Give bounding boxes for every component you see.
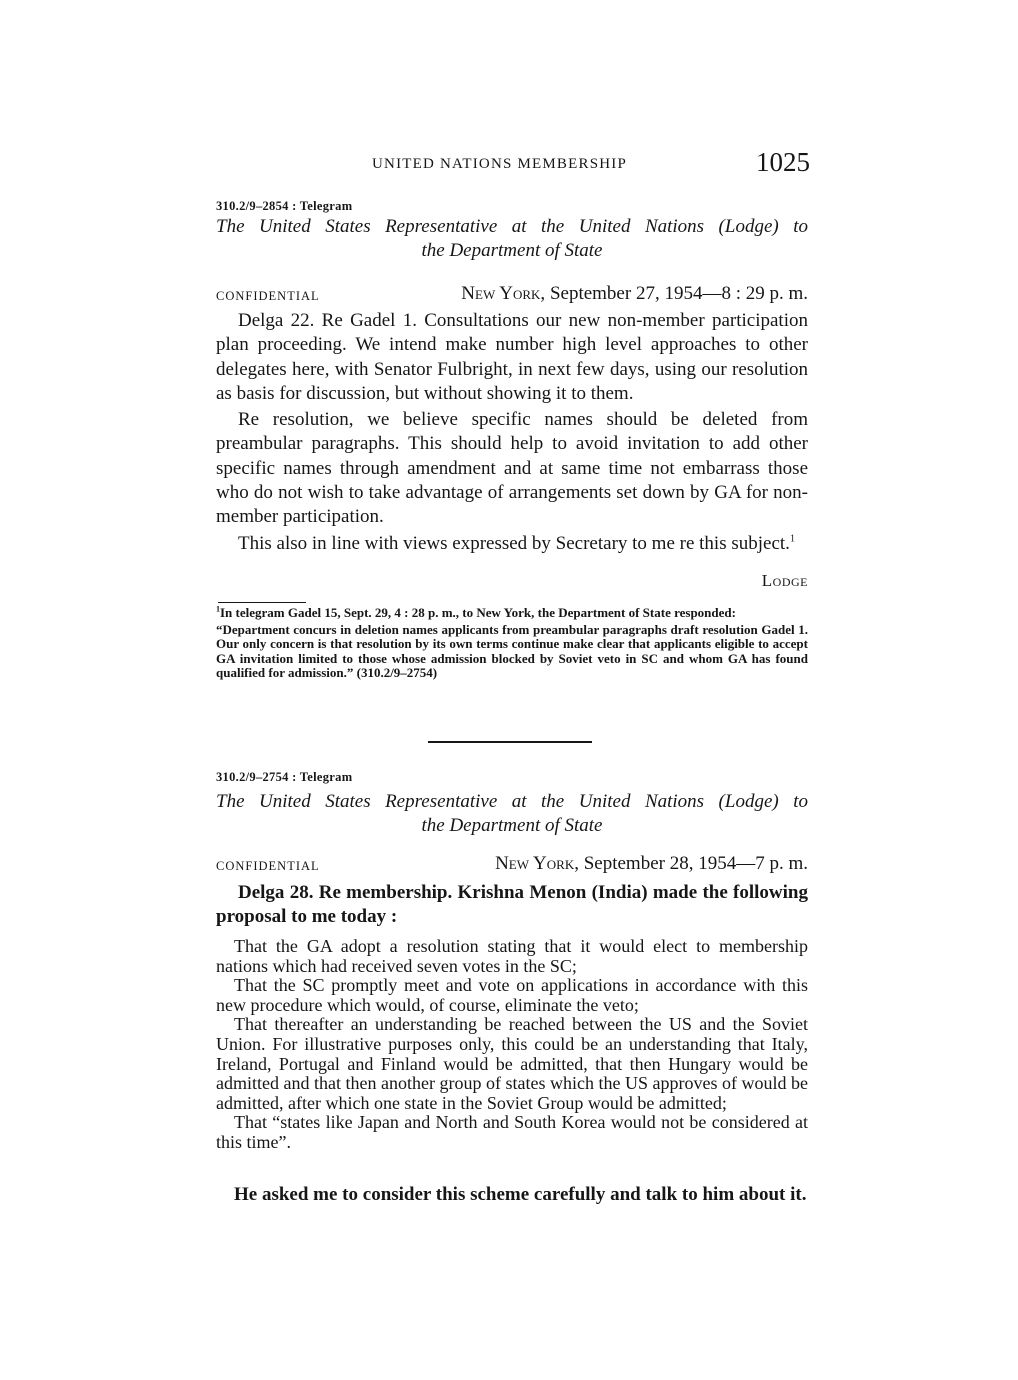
- footnote-text: [216, 606, 808, 620]
- proposal-item: That the GA adopt a resolution stating that it would elect to membership nations which had received seven votes in the SC;: [216, 936, 808, 976]
- telegram-2-classification: CONFIDENTIAL: [216, 859, 320, 873]
- footnote-reference[interactable]: 1: [789, 533, 795, 545]
- telegram-1-paragraph: Re resolution, we believe specific names should be deleted from preambular paragraphs. This should help to avoid invitation to add other specific names through amendment and at same time not embarrass those who do not wish to take advantage of arrangements set down by GA for non-member participation.: [216, 409, 808, 528]
- telegram-1-last-paragraph-text: This also in line with views expressed by Secretary to me re this subject.: [238, 532, 790, 554]
- telegram-1-dateline-place: New York,: [461, 283, 546, 304]
- telegram-2-intro-text: Delga 28. Re membership. Krishna Menon (India) made the following proposal to me today :: [216, 882, 808, 927]
- telegram-2-dateline-place: New York,: [495, 853, 579, 874]
- footnote: [216, 606, 808, 680]
- footnote-divider: [218, 602, 306, 603]
- telegram-2-closing-text: He asked me to consider this scheme carefully and talk to him about it.: [234, 1184, 807, 1205]
- telegram-2-heading-line1: The United States Representative at the United Nations (Lodge) to: [216, 791, 808, 812]
- footnote-intro: In telegram Gadel 15, Sept. 29, 4 : 28 p. m., to New York, the Department of State responded:: [220, 605, 736, 620]
- telegram-2-heading-line2: the Department of State: [421, 815, 603, 836]
- telegram-1-signature: Lodge: [761, 571, 808, 590]
- proposal-item: That “states like Japan and North and South Korea would not be considered at this time”.: [216, 1112, 808, 1152]
- footnote-marker: 1: [216, 604, 220, 614]
- telegram-2-dateline-date: September 28, 1954—7 p. m.: [578, 853, 808, 874]
- telegram-1-dateline: [461, 283, 808, 305]
- telegram-1-classification: CONFIDENTIAL: [216, 289, 320, 303]
- page-number: 1025: [756, 147, 810, 177]
- telegram-1-paragraph: Delga 22. Re Gadel 1. Consultations our new non-member participation plan proceeding. We intend make number high level approaches to other delegates here, with Senator Fulbright, in next few days, using our resolution as basis for discussion, but without showing it to them.: [216, 310, 808, 404]
- telegram-2-heading: [216, 790, 808, 838]
- telegram-1-heading-line1: The United States Representative at the United Nations (Lodge) to: [216, 216, 808, 237]
- telegram-1-dateline-date: September 27, 1954—8 : 29 p. m.: [545, 283, 808, 304]
- telegram-1-paragraph-last: [216, 532, 808, 556]
- telegram-1-heading: [216, 215, 808, 263]
- running-header-title: UNITED NATIONS MEMBERSHIP: [372, 156, 628, 172]
- section-divider: [428, 741, 592, 743]
- telegram-2-closing: [216, 1183, 808, 1207]
- telegram-1-heading-line2: the Department of State: [421, 240, 603, 261]
- telegram-2-dateline: [495, 853, 808, 875]
- proposal-list: [216, 937, 808, 1153]
- telegram-2-doc-id: 310.2/9–2754 : Telegram: [216, 770, 353, 784]
- telegram-2-intro: [216, 881, 808, 929]
- telegram-1-body: [216, 309, 808, 556]
- telegram-1-doc-id: 310.2/9–2854 : Telegram: [216, 199, 353, 213]
- proposal-item: That the SC promptly meet and vote on applications in accordance with this new procedure which would, of course, eliminate the veto;: [216, 975, 808, 1015]
- footnote-quote: “Department concurs in deletion names applicants from preambular paragraphs draft resolution Gadel 1. Our only concern is that resolution by its own terms continue make clear that applicants eligible to accept GA invitation limited to those whose admission blocked by Soviet veto in SC and whom GA has found qualified for admission.” (310.2/9–2754): [216, 622, 808, 680]
- proposal-item: That thereafter an understanding be reached between the US and the Soviet Union. For illustrative purposes only, this could be an understanding that Italy, Ireland, Portugal and Finland would be admitted, that then Hungary would be admitted and that then another group of states which the US approves of would be admitted, after which one state in the Soviet Group would be admitted;: [216, 1014, 808, 1113]
